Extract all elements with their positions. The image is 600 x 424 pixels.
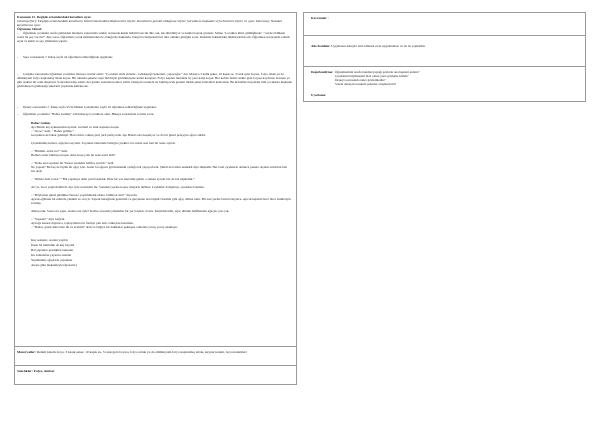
list-item: – Spor sonrasında 7. Küap sayfa 24 öğretmen rehberliğinde uygulanır. — [17, 55, 114, 59]
story-line: – “Bahar, gözel daha bize ilk ve sevimli” dedi ve bilgiçe bir dakikalar pekleşen ormanda yavaş yavaş uzaklaştı. — [31, 225, 178, 229]
kavramlar-label: Kavramlar : — [311, 16, 329, 20]
degerlendirme-item: Öğretmeninin sınıfa bundan/yaptığı şeylerle ana hepsini anlattı? — [335, 70, 420, 74]
vocab-text: Folyo, Ambar — [33, 369, 55, 373]
degerlendirme-item: Çiçeklerin büyümesini bize yakın yana gözleme kimdi? — [335, 74, 409, 78]
story-line: Ne yapsın? Bu beş de biyük bir ağaç için. Arılar bu ağacın gövdesindeki çatlağa bal yapıyorlardı. Şimdi de balları ekmekli diye düşündü. Her taraf çiçeklerle dolunca pekala. Ayaklı arılardan balı bal dedi. — [31, 165, 288, 174]
story-line: – “Hmmm. arılar ne?” dedi. — [31, 149, 68, 153]
story-line: Ayıcığa kanaat duyunca, toplayabilen bir fısıltıyı pek tatlı. Güneyde kısırmak. — [31, 221, 134, 225]
right-column-box — [303, 12, 586, 102]
list-item: – Çalışma sonrasında öğretmen çocukları masaya oturtur sahir: “Çocuklar siniz sizlerle - Gökkuşağı Şekerleri- yapacağız.” der. Masaya 3 kalık şeker, 10 kaşık su, 3 renk gıda boyası, folyo tabak ya da alüminyum folyo kaplanmış tabak koyar. Bir okunda şekerle suyu birbiriyle görünmeyene kadar karıştırır. Folyo kapları üzerinde üç yere kalıp koyar. Her kalıba farklı renkte gıda boyası koydurur. Karışık ya gün reaklar bir renk oluşturur. Sonradan kabp sıklar, her gönüv sonunda kontrol edilir. Deneyin sonunda ne bulmayacak gerekir mıdık şeker kristalleri kalacaktır. Bu kristalleri kaydeder tüm çocuklara kuşkunu görünmeyen gökkuşağı şekerleri yapılarak kullanıcak. — [17, 72, 292, 89]
story-line: Gerçekten de bahar gelmişti. Hava ılıktı. Güneş pırıl pırıl parlıyordu. Ayı Bando sırtı kaşınıyor ve da bir güzel pençeyle ağaca sürttü. — [31, 133, 206, 137]
degerlendirme-item: Deneyi sonrasında neler gözlemledin? — [335, 78, 386, 82]
degerlendirme-label: Değerlendirme: — [311, 70, 334, 74]
vocab-section — [17, 369, 54, 373]
story-line: Hemen arılar bulmaya koştu. Ama koşu yolu bu sene nasıl iddi? — [31, 153, 116, 157]
story-line: Ayı Bando kış uykusundan uyandı. Gerindi ve sinir kapısına koştu. — [31, 125, 120, 129]
page-title: Kazanım 12. Değişik ortamlardaki kuralları uyar. — [17, 15, 92, 19]
kavramlar-divider — [303, 35, 586, 36]
materials-section — [17, 350, 292, 354]
story-title: Bahar Gelmiş — [31, 121, 51, 125]
list-item: – Öğretmen çocuklara “Bahar Gelmiş” adlı hikayeyi çocuklara okur. Hikaye sonrasında sorular sorar. — [17, 112, 155, 116]
poem-line: Kuş seslenir, oradan yayıldı — [31, 238, 68, 242]
story-line: – “Oooo” dedi, “ Bahar gelmiş.” — [31, 129, 74, 133]
story-line: – “Yaşasın!” diye bağırdı. — [31, 217, 66, 221]
poem-line: Ku zamandan yayarını ananlar — [31, 253, 72, 257]
poem-line: Ateşte güle mekaleleyiz (tiparalar) — [31, 263, 77, 267]
materials-divider — [14, 346, 297, 347]
poem-line: İnsan bu mutluluk da kuş bayıldı — [31, 243, 75, 247]
uyarlama-label: Uyarlama: — [311, 93, 327, 97]
list-item: – Deney sonrasında 7. Küap sayfa 25’ni Dikkat Çalışmaları sayfa 16 öğretmen rehberliğinde uygulanır. — [17, 105, 157, 109]
story-line: – “Olmaz dedi sonra.” “Bal yapmaya daha yeni başladık. Hele bir yaz mevsimi gelsin o zaman ayrıdır biz de bal süpürdük.” — [31, 177, 195, 181]
aile-label: Aile Katılımı: — [311, 44, 331, 48]
vocab-divider — [14, 365, 297, 366]
poem-line: Yeşillenmiş ağaçlarla yapraklar — [31, 258, 73, 262]
story-line: Arı’yı, boca yaptırılabilirdi. Ayı öyle sormadan bir. Sonunda yerine koştu, rüzgarla birlikte. Leylekler dolaşmayı, çiçeklere lokalize. — [31, 185, 205, 189]
materials-text: Renkli kalem-boya, 3 kaşık şeker, 10 kaşık su, 3 renk gıda boyası, folyo tabak ya da alüminyum folyo kaplanmış tabak, kaynar kalem, boya kalemleri — [36, 350, 247, 354]
materials-label: Materyaller: — [17, 350, 37, 354]
objective-text: Gösterge(ler): Değişik ortamlardaki kuralların belirlenmesindeki düşüncesini söyler. Kuralların gerekli olduğunu söyler, kuralların başkaları için önemini söyler ve uyar. Davranış: Nezaket kurallarına uyar. — [17, 19, 282, 28]
story-line: Çiçeklenmiş kırlara, ağaçlara seyretti. Toprakta önlerinde belirgin çiçekler, bu sırada sesi inat bir sesle sıyrıdı. — [31, 141, 176, 145]
poem-line: Bal yapanlar gezdikten bekestur — [31, 248, 74, 252]
story-line: – “Daha sesi sıçırken bir Yarasa sesinden hafifçe ayrıldı.” dedi. — [31, 161, 115, 165]
degerlendirme-item: Sonda deneyin sonunda şekerler oluşmadı mı? — [335, 82, 397, 86]
list-item: – Öğretmen çocukları sınıfa gelmeden bunların sonucunda sınıfın ortasında kukla ürünlü bazı iki düz, sık, zık dilerbiliyor ve kukla bayrak gösterir. Sahne ‘Çocuklar kimi, güldüğünde’ ‘’ nerde öldükten sonra bu şey var mı?’ diye sorar. Öğretmen çocuk isimlerinden ne olduğu ile hakkında, hangi bu bünyelerin bir türe oldukta gittiğini sorar. Kuklalar hakkındaki düşüncelerini alır. Öğretmen sonucunda rahatlı uçak ve kuklı ve şey yüzünden yapılır. — [17, 31, 290, 44]
story-line: Ayıcık eğilerek bir nehirde yüzünü ve su içti. Toprak beneğinde gezinirdi ve gerçekten ben büyük! Kediler gibi ağaç dibine taktı. Bir tanı yerine birini izleyince. Ayıcık hepsini birer birer isimleriyle sormuş. — [31, 197, 291, 206]
vocab-label: Sözcükler: — [17, 369, 33, 373]
aile-text: Uygulanan deneyin tatil edilerek evde uygulanması ve da de yapılabilir. — [331, 44, 426, 48]
aile-section — [311, 44, 426, 48]
aile-divider — [303, 66, 586, 67]
story-line: dinleyordu. Sonra nu yaptı, neden ona öyle? Kahve arasında yüzünden bir yer başladı. Sonra. Küçücük kâbi, ağaç dibinin hafiflenden ağaçlar çok çok. — [31, 209, 230, 213]
learning-label: Öğrenme Süreci: — [17, 27, 43, 31]
story-line: – “Böylesine güzel günlükte Nereye yaydılımıdık altına, bilmiyor mu?” diyordu. — [31, 193, 138, 197]
